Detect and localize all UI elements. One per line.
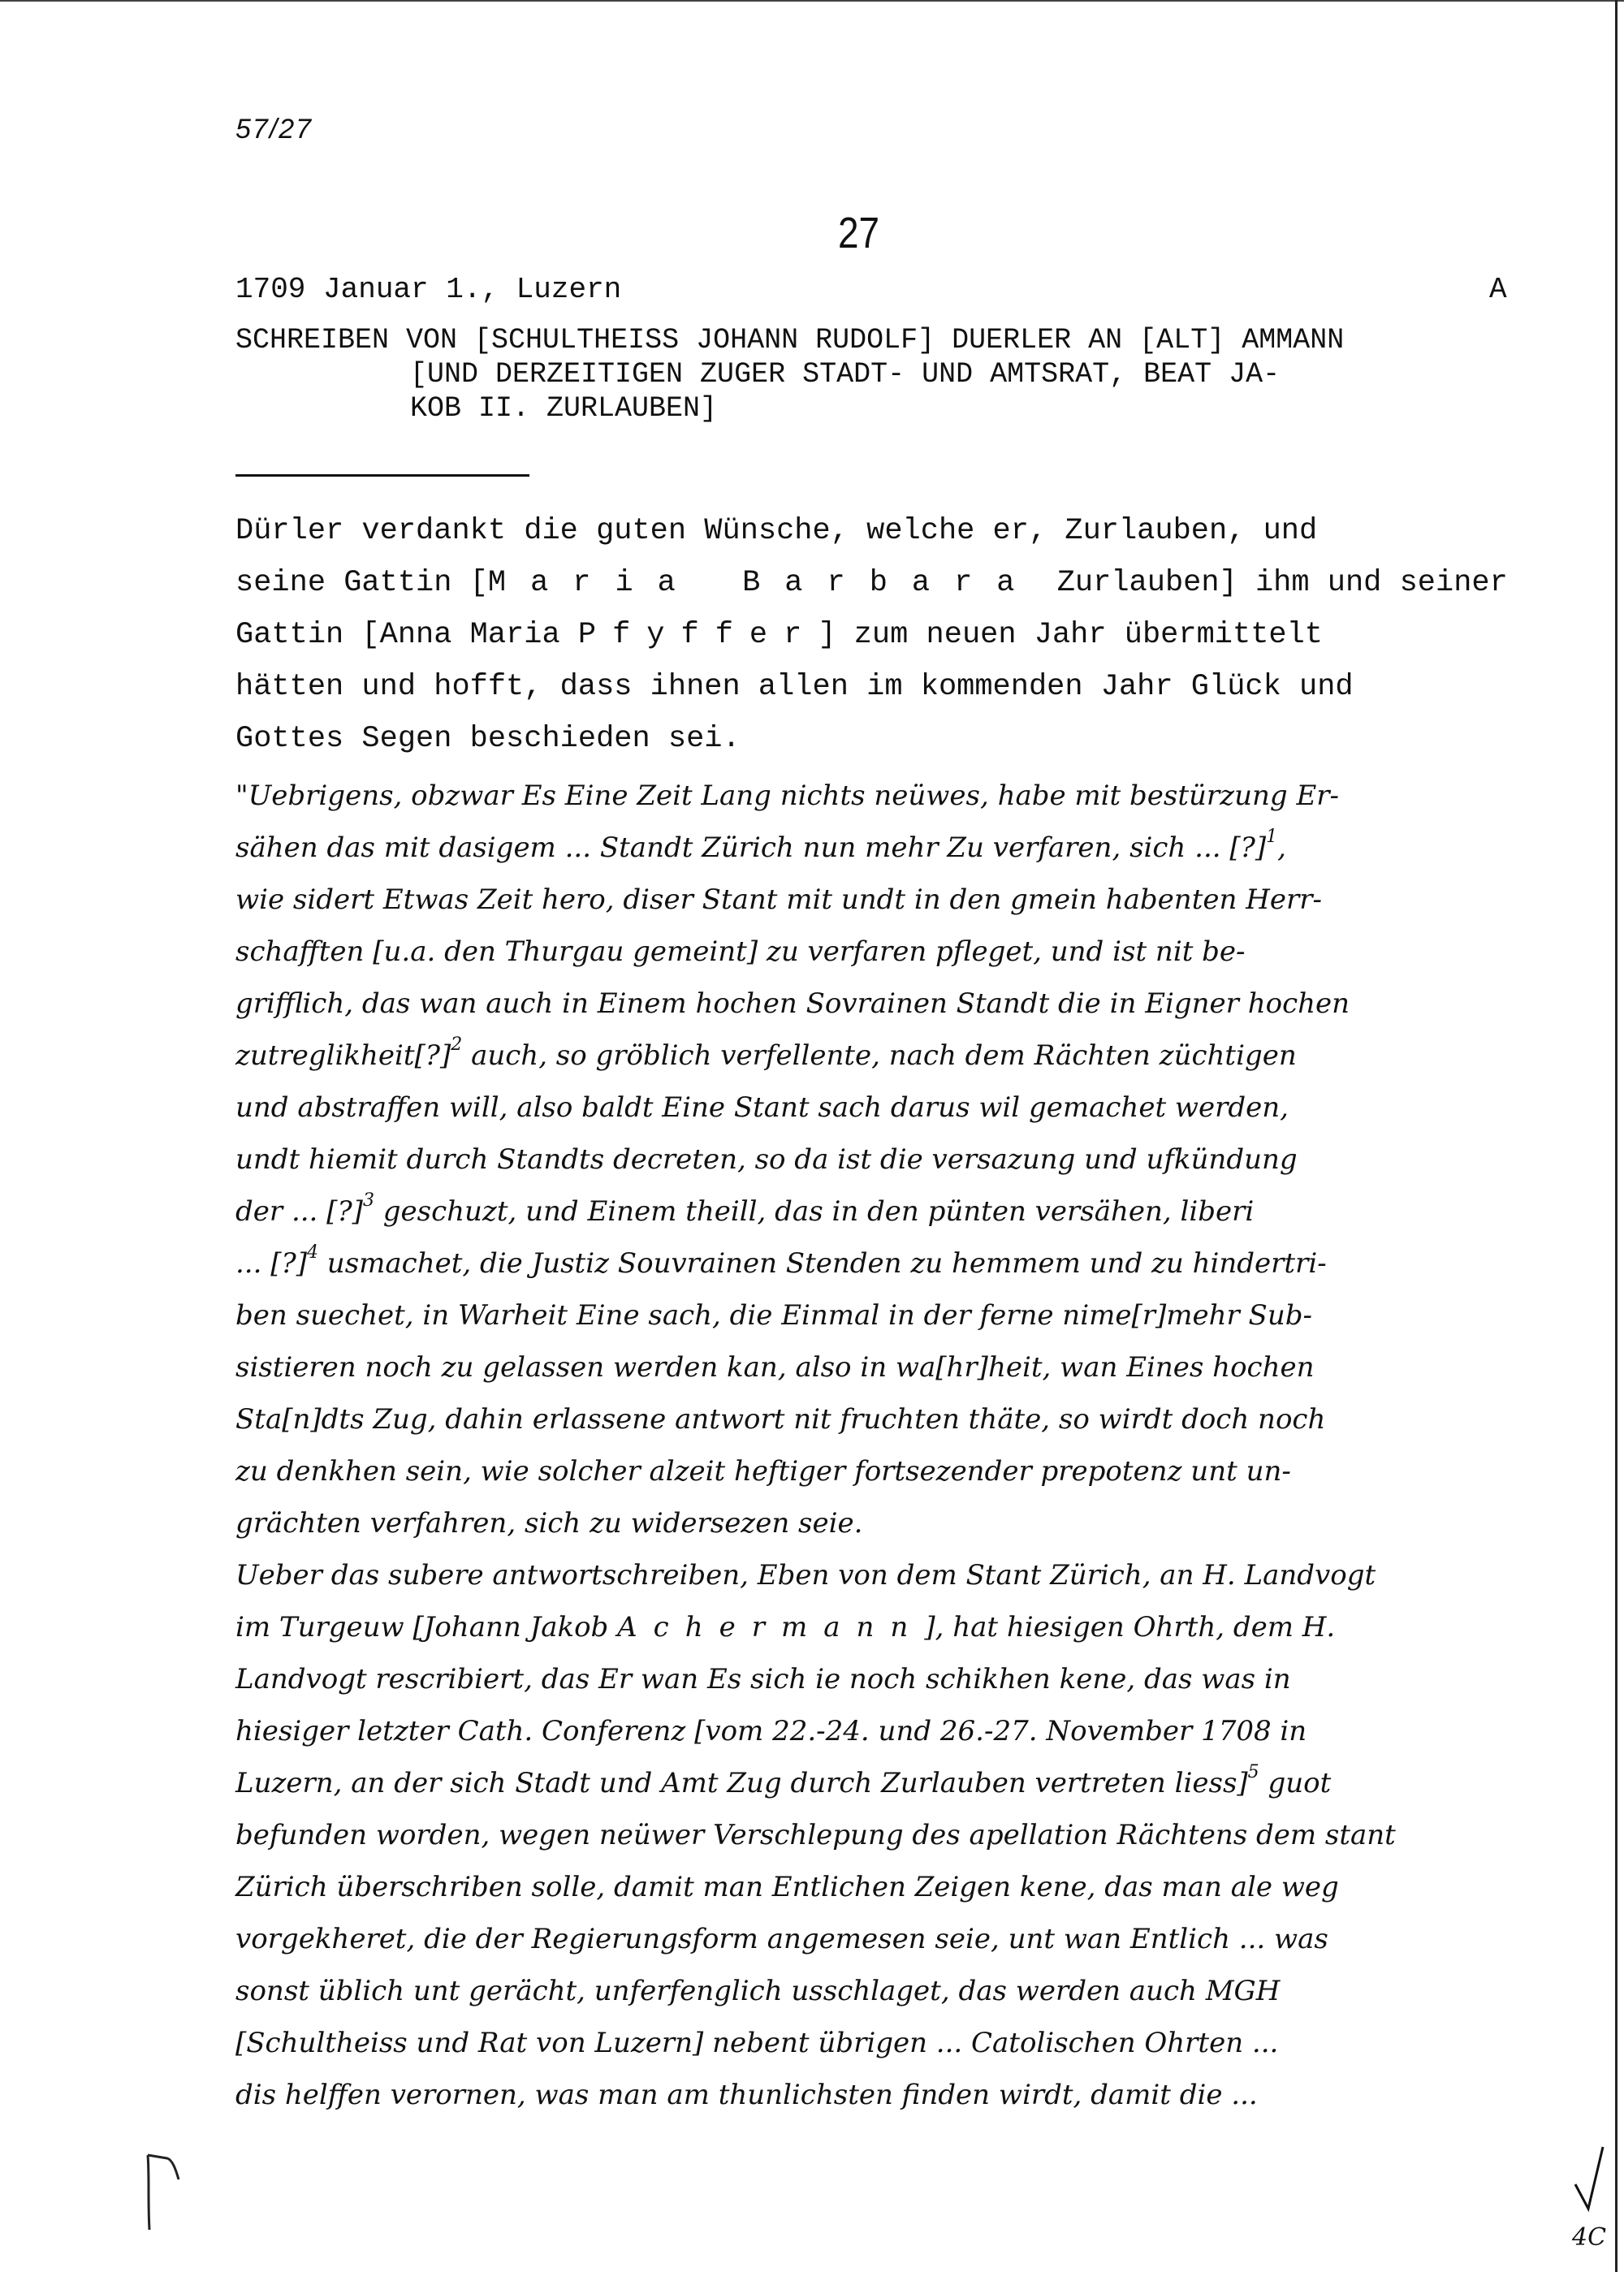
source-marker: A [1489,273,1507,306]
footnote-marker: 3 [362,1190,374,1211]
title-divider [235,474,529,477]
spaced-name: Achermann [617,1611,925,1644]
title-line: [UND DERZEITIGEN ZUGER STADT- UND AMTSRAT, BEAT JA- [410,358,1281,391]
quote-line: undt hiemit durch Standts decreten, so da ist die versazung und ufkündung [235,1143,1298,1176]
document-title [235,323,1518,425]
quote-line: ... [?]$^4$ usmachet, die Justiz Souvrainen Stenden zu hemmem und zu hindertri- [235,1242,1327,1280]
quote-line: wie sidert Etwas Zeit hero, diser Stant mit undt in den gmein habenten Herr- [235,883,1322,916]
footnote-marker: 1 [1266,827,1278,847]
footnote-marker: 5 [1247,1762,1259,1782]
title-line: KOB II. ZURLAUBEN] [410,392,718,425]
footnote-marker: 4 [307,1242,318,1263]
spaced-name: Maria Barbara [487,566,1039,600]
quote-line: im Turgeuw [Johann Jakob Achermann], hat hiesigen Ohrth, dem H. [235,1611,1336,1644]
quote-line: zutreglikheit[?]$^2$ auch, so gröblich verfellente, nach dem Rächten züchtigen [235,1034,1297,1072]
quote-line: dis helffen verornen, was man am thunlichsten finden wirdt, damit die ... [235,2079,1258,2111]
quote-line: Sta[n]dts Zug, dahin erlassene antwort nit fruchten thäte, so wirdt doch noch [235,1403,1326,1436]
title-line: SCHREIBEN VON [SCHULTHEISS JOHANN RUDOLF] DUERLER AN [ALT] AMMANN [235,324,1345,356]
quote-line: [Schultheiss und Rat von Luzern] nebent übrigen ... Catolischen Ohrten ... [235,2027,1279,2059]
quote-line: Luzern, an der sich Stadt und Amt Zug durch Zurlauben vertreten liess]$^5$ guot [235,1762,1332,1799]
quote-line: Ueber das subere antwortschreiben, Eben von dem Stant Zürich, an H. Landvogt [235,1559,1376,1592]
quote-line: hiesiger letzter Cath. Conferenz [vom 22.-24. und 26.-27. November 1708 in [235,1715,1307,1747]
handwritten-bracket-mark [143,2152,192,2233]
quote-line: Zürich überschriben solle, damit man Entlichen Zeigen kene, das man ale weg [235,1871,1339,1903]
summary-line: seine Gattin [Maria Barbara Zurlauben] ihm und seiner [235,566,1508,600]
quote-line: vorgekheret, die der Regierungsform angemesen seie, unt wan Entlich ... was [235,1923,1328,1955]
document-number: 27 [838,209,880,257]
quote-line: Landvogt rescribiert, das Er wan Es sich ie noch schikhen kene, das was in [235,1663,1291,1695]
quote-line: grächten verfahren, sich zu widersezen seie. [235,1507,863,1540]
quote-line: sistieren noch zu gelassen werden kan, also in wa[hr]heit, wan Eines hochen [235,1351,1315,1384]
summary-line: Gottes Segen beschieden sei. [235,722,741,756]
quote-line: grifflich, das wan auch in Einem hochen Sovrainen Standt die in Eigner hochen [235,987,1350,1020]
quote-line: "Uebrigens, obzwar Es Eine Zeit Lang nichts neüwes, habe mit bestürzung Er- [235,780,1340,812]
scan-edge-top [0,0,1624,2]
quote-line: zu denkhen sein, wie solcher alzeit heftiger fortsezender prepotenz unt un- [235,1455,1291,1488]
handwritten-note: 4C [1572,2223,1607,2252]
quote-line: schafften [u.a. den Thurgau gemeint] zu verfaren pfleget, und ist nit be- [235,935,1246,968]
spaced-name: Pfyffer [577,618,818,652]
scan-edge-right [1615,0,1618,2272]
archive-reference: 57/27 [235,114,313,145]
quote-line: sähen das mit dasigem ... Standt Zürich nun mehr Zu verfaren, sich ... [?]$^1$, [235,827,1286,864]
quote-line: sonst üblich unt gerächt, unferfenglich usschlaget, das werden auch MGH [235,1975,1281,2007]
quote-line: befunden worden, wegen neüwer Verschlepung des apellation Rächtens dem stant [235,1819,1396,1851]
dateline: 1709 Januar 1., Luzern [235,273,622,306]
quotation-block [235,770,1518,2121]
summary-line: Dürler verdankt die guten Wünsche, welche er, Zurlauben, und [235,514,1318,548]
summary-paragraph [235,505,1518,765]
quote-line: der ... [?]$^3$ geschuzt, und Einem theill, das in den pünten versähen, liberi [235,1190,1255,1228]
quote-line: und abstraffen will, also baldt Eine Stant sach darus wil gemachet werden, [235,1091,1289,1124]
summary-line: Gattin [Anna Maria Pfyffer] zum neuen Jahr übermittelt [235,618,1324,652]
summary-line: hätten und hofft, dass ihnen allen im kommenden Jahr Glück und [235,670,1354,704]
footnote-marker: 2 [451,1034,463,1055]
quote-line: ben suechet, in Warheit Eine sach, die Einmal in der ferne nime[r]mehr Sub- [235,1299,1312,1332]
